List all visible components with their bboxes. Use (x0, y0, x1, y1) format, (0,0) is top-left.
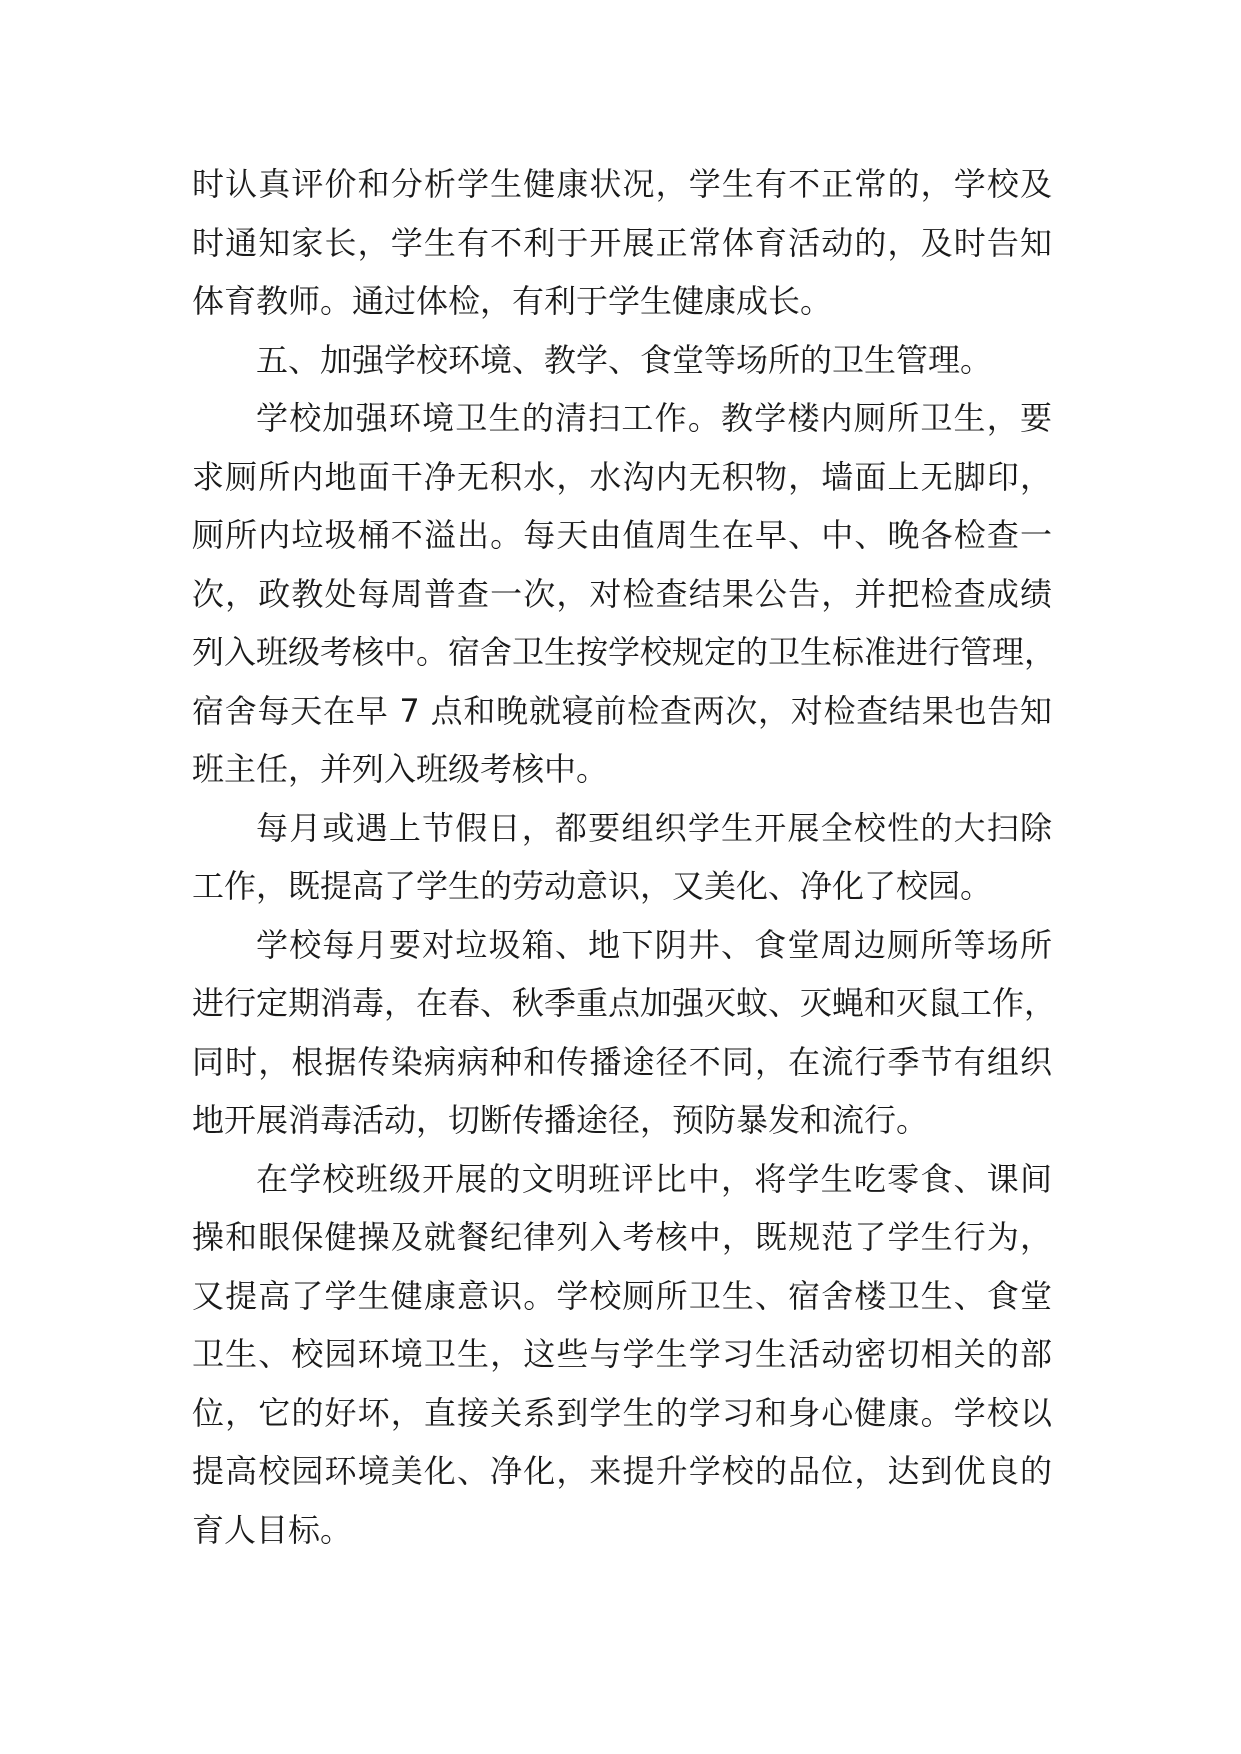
text-line: 育人目标。 (192, 1510, 353, 1549)
text-line: 时通知家长，学生有不利于开展正常体育活动的，及时告知 (192, 223, 1052, 262)
text-line: 提高校园环境美化、净化，来提升学校的品位，达到优良的 (192, 1452, 1052, 1490)
text-line: 求厕所内地面干净无积水，水沟内无积物，墙面上无脚印， (192, 457, 1052, 496)
text-line: 时认真评价和分析学生健康状况，学生有不正常的，学校及 (192, 165, 1052, 203)
text-line: 卫生、校园环境卫生，这些与学生学习生活动密切相关的部 (192, 1335, 1052, 1373)
text-line: 地开展消毒活动，切断传播途径，预防暴发和流行。 (192, 1101, 929, 1139)
text-line: 学校加强环境卫生的清扫工作。教学楼内厕所卫生，要 (256, 399, 1052, 437)
section-heading: 五、加强学校环境、教学、食堂等场所的卫生管理。 (256, 340, 993, 379)
text-line: 又提高了学生健康意识。学校厕所卫生、宿舍楼卫生、食堂 (192, 1276, 1052, 1315)
text-line: 次，政教处每周普查一次，对检查结果公告，并把检查成绩 (192, 574, 1052, 613)
text-line: 进行定期消毒，在春、秋季重点加强灭蚊、灭蝇和灭鼠工作， (192, 984, 1057, 1022)
text-line: 班主任，并列入班级考核中。 (192, 750, 609, 788)
text-line: 每月或遇上节假日，都要组织学生开展全校性的大扫除 (256, 808, 1052, 847)
text-line: 操和眼保健操及就餐纪律列入考核中，既规范了学生行为， (192, 1218, 1052, 1256)
text-line: 厕所内垃圾桶不溢出。每天由值周生在早、中、晚各检查一 (192, 516, 1052, 554)
text-line: 在学校班级开展的文明班评比中，将学生吃零食、课间 (256, 1159, 1052, 1198)
text-line: 列入班级考核中。宿舍卫生按学校规定的卫生标准进行管理， (192, 633, 1057, 671)
text-line: 工作，既提高了学生的劳动意识，又美化、净化了校园。 (192, 867, 993, 905)
text-line: 位，它的好坏，直接关系到学生的学习和身心健康。学校以 (192, 1393, 1052, 1432)
document-body (192, 155, 1057, 1559)
text-line: 学校每月要对垃圾箱、地下阴井、食堂周边厕所等场所 (256, 925, 1052, 964)
text-line: 宿舍每天在早 7 点和晚就寝前检查两次，对检查结果也告知 (192, 691, 1052, 730)
text-line: 同时，根据传染病病种和传播途径不同，在流行季节有组织 (192, 1042, 1052, 1081)
text-line: 体育教师。通过体检，有利于学生健康成长。 (192, 282, 833, 320)
